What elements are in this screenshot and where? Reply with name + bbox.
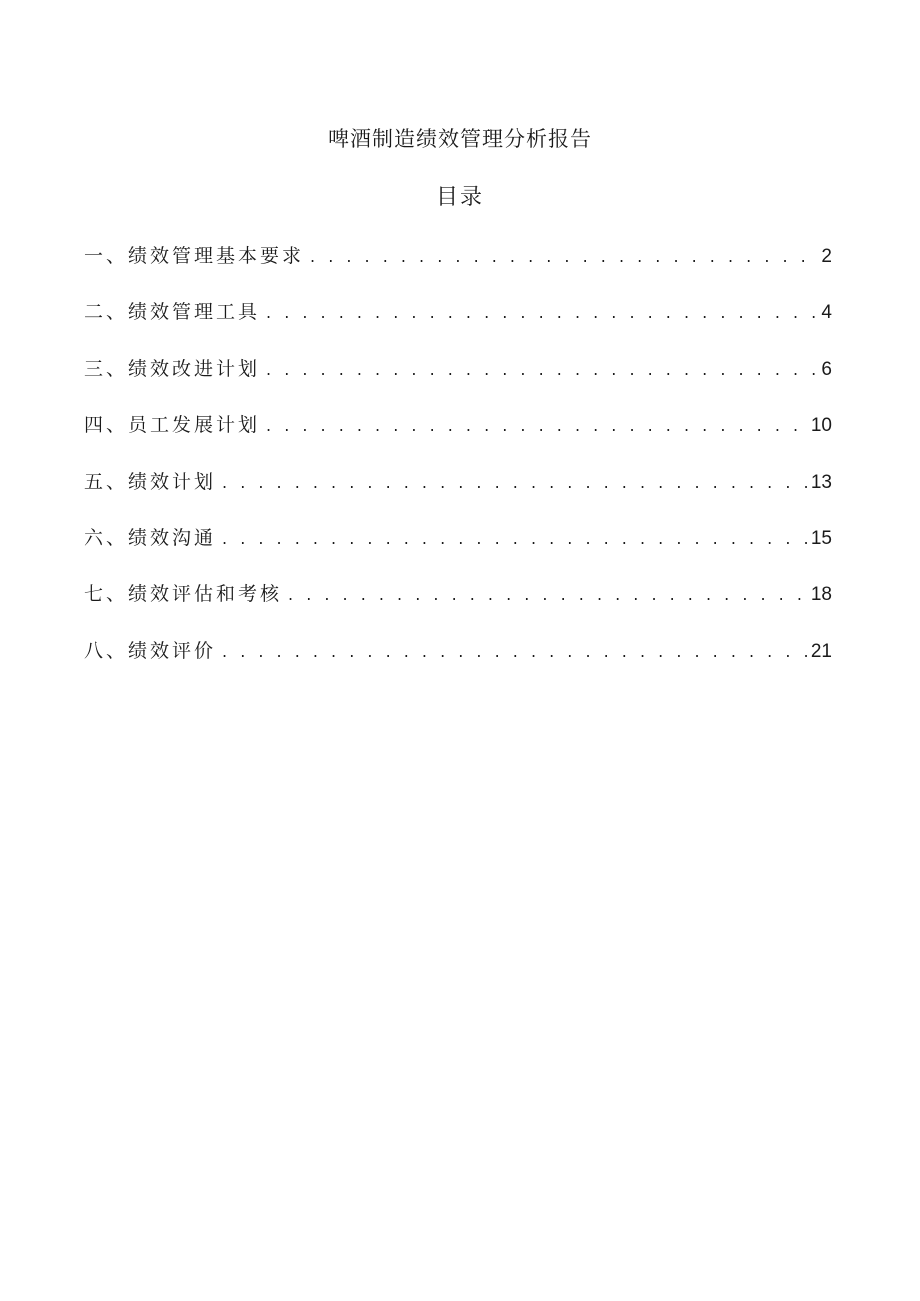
toc-entry-label: 三、绩效改进计划	[84, 357, 261, 380]
toc-entry-page: 6	[821, 358, 832, 380]
toc-heading: 目录	[435, 185, 484, 210]
toc-entry-label: 七、绩效评估和考核	[84, 583, 283, 606]
toc-entry-page: 21	[810, 640, 832, 662]
toc-entry-label: 四、员工发展计划	[84, 414, 261, 437]
toc-entry-label: 一、绩效管理基本要求	[84, 245, 305, 267]
toc-dot-leader	[222, 638, 807, 666]
toc-entry[interactable]	[84, 242, 832, 298]
toc-entry-page: 4	[821, 302, 832, 324]
toc-entry[interactable]	[84, 637, 832, 693]
toc-dot-leader	[266, 412, 807, 440]
table-of-contents	[84, 242, 832, 693]
toc-entry-label: 二、绩效管理工具	[84, 301, 261, 324]
toc-entry[interactable]	[84, 468, 832, 524]
toc-entry-page: 10	[810, 415, 832, 437]
document-title: 啤酒制造绩效管理分析报告	[328, 127, 592, 151]
toc-entry-label: 八、绩效评价	[84, 639, 217, 662]
toc-entry[interactable]	[84, 524, 832, 580]
toc-entry-page: 2	[821, 246, 832, 267]
toc-entry[interactable]	[84, 298, 832, 354]
toc-entry[interactable]	[84, 411, 832, 467]
toc-dot-leader	[288, 581, 807, 609]
toc-dot-leader	[222, 469, 807, 497]
toc-dot-leader	[310, 243, 817, 271]
toc-entry-page: 18	[810, 584, 832, 606]
toc-dot-leader	[222, 525, 807, 553]
toc-entry[interactable]	[84, 355, 832, 411]
toc-dot-leader	[266, 356, 817, 384]
toc-entry[interactable]	[84, 580, 832, 636]
toc-dot-leader	[266, 299, 817, 327]
toc-entry-label: 五、绩效计划	[84, 470, 217, 493]
toc-entry-label: 六、绩效沟通	[84, 526, 217, 549]
toc-entry-page: 15	[810, 527, 832, 549]
toc-entry-page: 13	[810, 471, 832, 493]
